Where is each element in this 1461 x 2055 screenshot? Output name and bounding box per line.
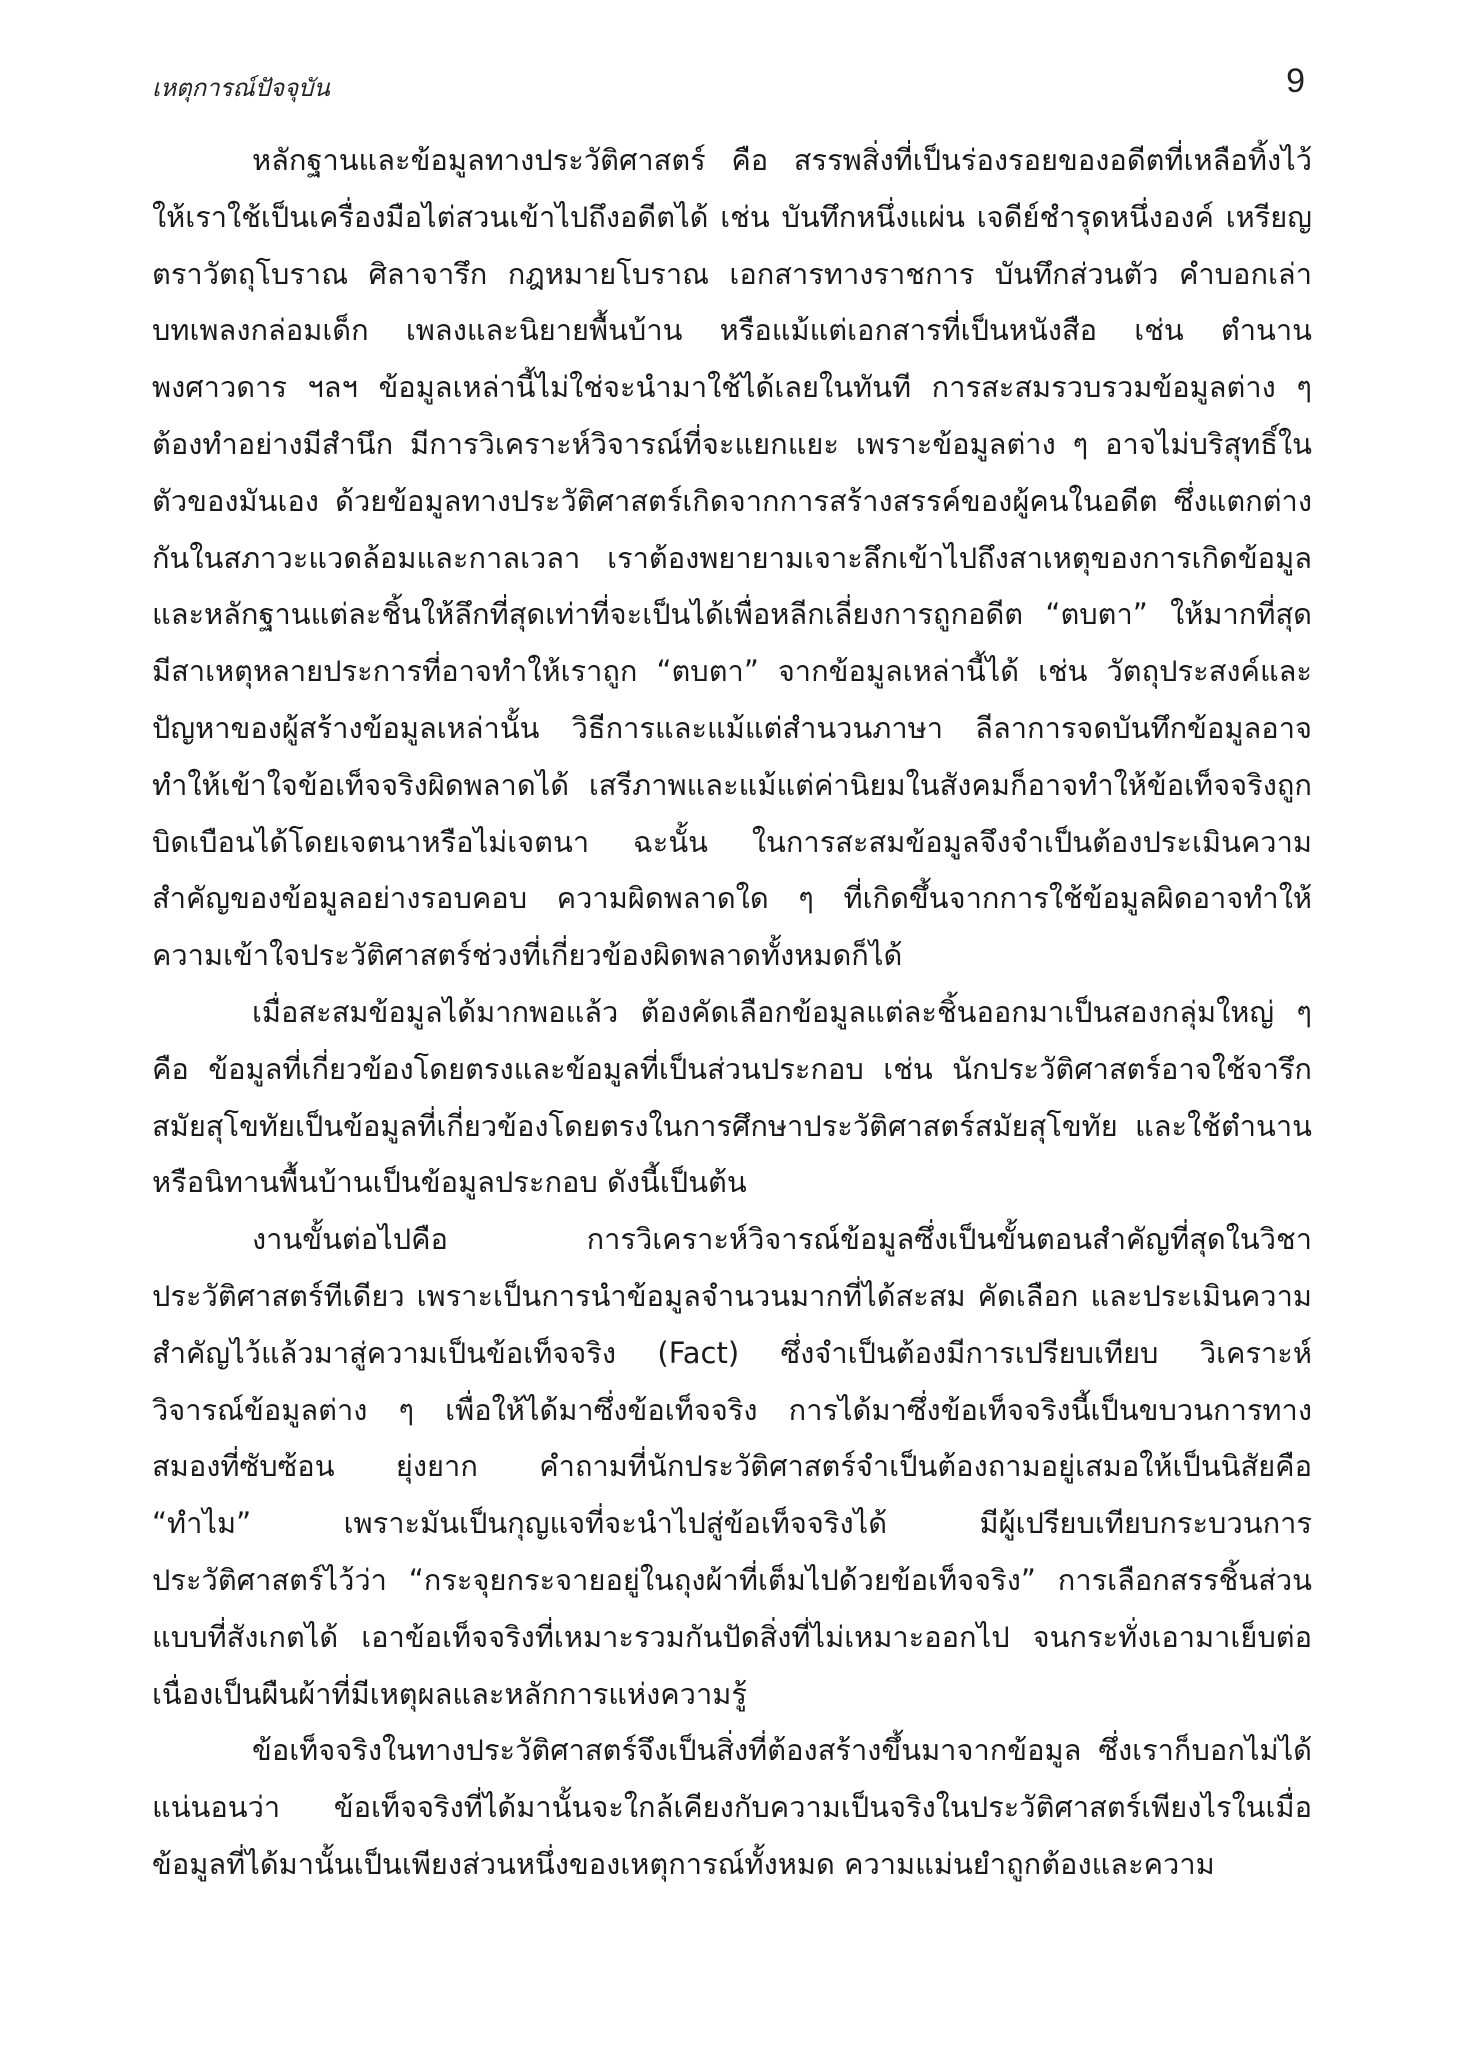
paragraph-facts: ข้อเท็จจริงในทางประวัติศาสตร์จึงเป็นสิ่งที่ต้องสร้างขึ้นมาจากข้อมูล ซึ่งเราก็บอกไม่ได้แน่นอนว่า ข้อเท็จจริงที่ได้มานั้นจะใกล้เคียงกับความเป็นจริงในประวัติศาสตร์เพียงไรในเมื่อข้อมูลที่ได้มานั้นเป็นเพียงส่วนหนึ่งของเหตุการณ์ทั้งหมด ความแม่นยำถูกต้องและความ — [152, 1733, 1312, 1881]
paragraph-analysis: งานขั้นต่อไปคือ การวิเคราะห์วิจารณ์ข้อมูลซึ่งเป็นขั้นตอนสำคัญที่สุดในวิชาประวัติศาสตร์ทีเดียว เพราะเป็นการนำข้อมูลจำนวนมากที่ได้สะสม คัดเลือก และประเมินความสำคัญไว้แล้วมาสู่ความเป็นข้อเท็จจริง (Fact) ซึ่งจำเป็นต้องมีการเปรียบเทียบ วิเคราะห์ วิจารณ์ข้อมูลต่าง ๆ เพื่อให้ได้มาซึ่งข้อเท็จจริง การได้มาซึ่งข้อเท็จจริงนี้เป็นขบวนการทางสมองที่ซับซ้อน ยุ่งยาก คำถามที่นักประวัติศาสตร์จำเป็นต้องถามอยู่เสมอให้เป็นนิสัยคือ “ทำไม” เพราะมันเป็นกุญแจที่จะนำไปสู่ข้อเท็จจริงได้ มีผู้เปรียบเทียบกระบวนการประวัติศาสตร์ไว้ว่า “กระจุยกระจายอยู่ในถุงผ้าที่เต็มไปด้วยข้อเท็จจริง” การเลือกสรรชิ้นส่วนแบบที่สังเกตได้ เอาข้อเท็จจริงที่เหมาะรวมกันปัดสิ่งที่ไม่เหมาะออกไป จนกระทั่งเอามาเย็บต่อเนื่องเป็นผืนผ้าที่มีเหตุผลและหลักการแห่งความรู้ — [152, 1222, 1312, 1711]
paragraph-evidence: หลักฐานและข้อมูลทางประวัติศาสตร์ คือ สรรพสิ่งที่เป็นร่องรอยของอดีตที่เหลือทิ้งไว้ให้เราใช้เป็นเครื่องมือไต่สวนเข้าไปถึงอดีตได้ เช่น บันทึกหนึ่งแผ่น เจดีย์ชำรุดหนึ่งองค์ เหรียญตราวัตถุโบราณ ศิลาจารึก กฎหมายโบราณ เอกสารทางราชการ บันทึกส่วนตัว คำบอกเล่า บทเพลงกล่อมเด็ก เพลงและนิยายพื้นบ้าน หรือแม้แต่เอกสารที่เป็นหนังสือ เช่น ตำนาน พงศาวดาร ฯลฯ ข้อมูลเหล่านี้ไม่ใช่จะนำมาใช้ได้เลยในทันที การสะสมรวบรวมข้อมูลต่าง ๆ ต้องทำอย่างมีสำนึก มีการวิเคราะห์วิจารณ์ที่จะแยกแยะ เพราะข้อมูลต่าง ๆ อาจไม่บริสุทธิ์ในตัวของมันเอง ด้วยข้อมูลทางประวัติศาสตร์เกิดจากการสร้างสรรค์ของผู้คนในอดีต ซึ่งแตกต่างกันในสภาวะแวดล้อมและกาลเวลา เราต้องพยายามเจาะลึกเข้าไปถึงสาเหตุของการเกิดข้อมูลและหลักฐานแต่ละชิ้นให้ลึกที่สุดเท่าที่จะเป็นได้เพื่อหลีกเลี่ยงการถูกอดีต “ตบตา” ให้มากที่สุด มีสาเหตุหลายประการที่อาจทำให้เราถูก “ตบตา” จากข้อมูลเหล่านี้ได้ เช่น วัตถุประสงค์และปัญหาของผู้สร้างข้อมูลเหล่านั้น วิธีการและแม้แต่สำนวนภาษา ลีลาการจดบันทึกข้อมูลอาจทำให้เข้าใจข้อเท็จจริงผิดพลาดได้ เสรีภาพและแม้แต่ค่านิยมในสังคมก็อาจทำให้ข้อเท็จจริงถูกบิดเบือนได้โดยเจตนาหรือไม่เจตนา ฉะนั้น ในการสะสมข้อมูลจึงจำเป็นต้องประเมินความสำคัญของข้อมูลอย่างรอบคอบ ความผิดพลาดใด ๆ ที่เกิดขึ้นจากการใช้ข้อมูลผิดอาจทำให้ความเข้าใจประวัติศาสตร์ช่วงที่เกี่ยวข้องผิดพลาดทั้งหมดก็ได้ — [152, 143, 1312, 973]
page-number: 9 — [1286, 62, 1305, 100]
paragraph-selection: เมื่อสะสมข้อมูลได้มากพอแล้ว ต้องคัดเลือกข้อมูลแต่ละชิ้นออกมาเป็นสองกลุ่มใหญ่ ๆ คือ ข้อมูลที่เกี่ยวข้องโดยตรงและข้อมูลที่เป็นส่วนประกอบ เช่น นักประวัติศาสตร์อาจใช้จารึกสมัยสุโขทัยเป็นข้อมูลที่เกี่ยวข้องโดยตรงในการศึกษาประวัติศาสตร์สมัยสุโขทัย และใช้ตำนานหรือนิทานพื้นบ้านเป็นข้อมูลประกอบ ดังนี้เป็นต้น — [152, 994, 1312, 1200]
body-text — [152, 132, 1312, 1893]
running-head-title: เหตุการณ์ปัจจุบัน — [152, 74, 330, 102]
